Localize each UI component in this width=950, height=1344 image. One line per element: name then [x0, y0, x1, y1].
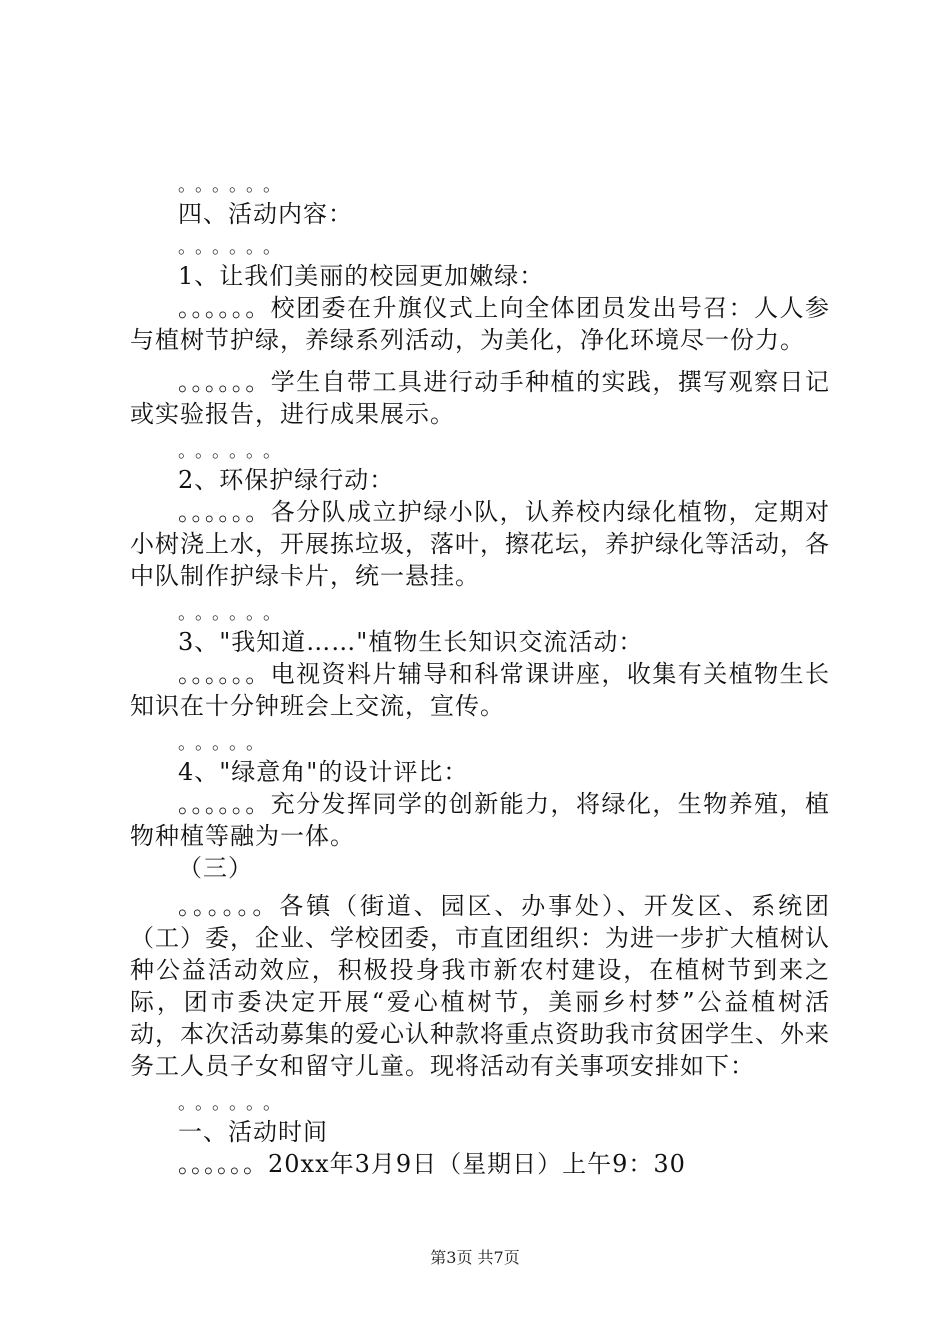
item-heading: 2、环保护绿行动：	[178, 466, 395, 494]
dot-leader: 。。。。。	[178, 733, 272, 754]
dot-leader: 。。。。。。	[178, 175, 289, 196]
section-heading: 四、活动内容：	[178, 200, 353, 228]
dot-leader: 。。。。。。	[178, 1093, 289, 1114]
item-heading: 4、"绿意角"的设计评比：	[178, 758, 469, 786]
document-body	[130, 174, 830, 1180]
dot-leader: 。。。。。。	[178, 603, 289, 624]
paragraph: 。。。。。。各分队成立护绿小队，认养校内绿化植物，定期对小树浇上水，开展拣垃圾，落叶，擦花坛，养护绿化等活动，各中队制作护绿卡片，统一悬挂。	[130, 498, 830, 590]
sub-heading: （三）	[178, 854, 253, 882]
paragraph: 。。。。。。各镇（街道、园区、办事处）、开发区、系统团（工）委，企业、学校团委，市直团组织：为进一步扩大植树认种公益活动效应，积极投身我市新农村建设，在植树节到来之际，团市委决定开展“爱心植树节，美丽乡村梦”公益植树活动，本次活动募集的爱心认种款将重点资助我市贫困学生、外来务工人员子女和留守儿童。现将活动有关事项安排如下：	[130, 892, 830, 1080]
paragraph: 。。。。。。充分发挥同学的创新能力，将绿化，生物养殖，植物种植等融为一体。	[130, 790, 830, 850]
dot-leader: 。。。。。。	[178, 237, 289, 258]
paragraph: 。。。。。。学生自带工具进行动手种植的实践，撰写观察日记或实验报告，进行成果展示。	[130, 368, 830, 428]
section-heading: 一、活动时间	[178, 1118, 328, 1146]
item-heading: 1、让我们美丽的校园更加嫩绿：	[178, 262, 545, 290]
paragraph: 。。。。。。电视资料片辅导和科常课讲座，收集有关植物生长知识在十分钟班会上交流，宣传。	[130, 660, 830, 720]
dot-leader: 。。。。。。	[178, 441, 289, 462]
item-heading: 3、"我知道……"植物生长知识交流活动：	[178, 628, 644, 656]
paragraph: 。。。。。。20xx年3月9日（星期日）上午9：30	[178, 1150, 686, 1178]
page-footer: 第3页 共7页	[430, 1248, 520, 1267]
paragraph: 。。。。。。校团委在升旗仪式上向全体团员发出号召：人人参与植树节护绿，养绿系列活动，为美化，净化环境尽一份力。	[130, 294, 830, 354]
